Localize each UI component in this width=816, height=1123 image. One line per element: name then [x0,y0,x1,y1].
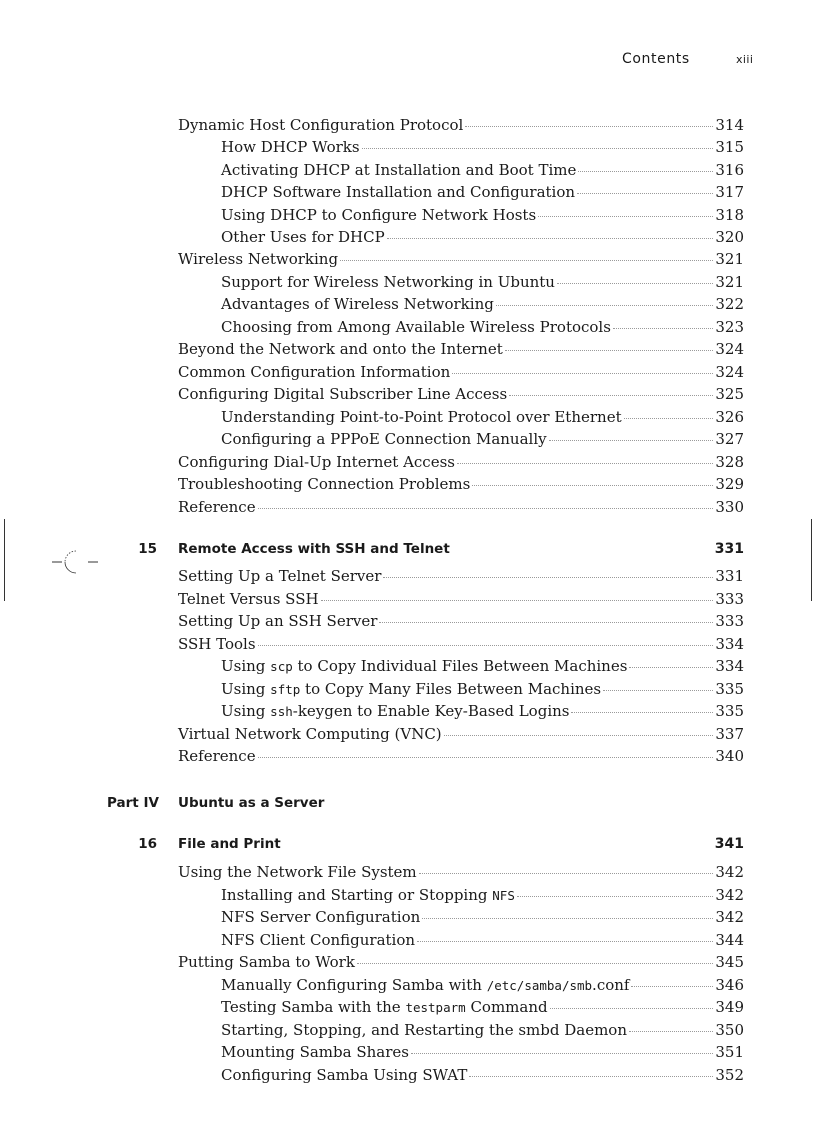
part-title[interactable]: Ubuntu as a Server [178,795,325,811]
toc-entry-page: 318 [715,206,744,224]
toc-entry-page: 325 [715,385,744,403]
toc-entry-page: 324 [715,340,744,358]
dot-leader [613,327,713,329]
dot-leader [258,756,714,758]
toc-entry-title: Mounting Samba Shares [221,1043,409,1061]
dot-leader [505,349,714,351]
toc-entry-page: 351 [715,1043,744,1061]
toc-entry-page: 321 [715,250,744,268]
toc-entry-page: 320 [715,228,744,246]
toc-entry[interactable] [178,723,744,745]
crop-mark-left [4,519,5,601]
toc-entry-page: 324 [715,363,744,381]
toc-entry-title: NFS Client Configuration [221,931,416,949]
toc-entry-title: Using ssh-keygen to Enable Key-Based Logins [221,702,570,720]
toc-entry-page: 335 [715,680,744,698]
registration-mark-icon [52,549,98,575]
toc-entry[interactable] [221,678,744,700]
toc-entry-title: Understanding Point-to-Point Protocol over Ethernet [221,408,622,426]
toc-entry[interactable] [221,1041,744,1063]
toc-entry-title: DHCP Software Installation and Configuration [221,183,576,201]
chapter-page: 331 [714,541,744,557]
toc-entry[interactable] [178,633,744,655]
toc-entry[interactable] [178,473,744,495]
dot-leader [517,895,714,897]
toc-entry-page: 317 [715,183,744,201]
toc-entry[interactable] [221,974,744,996]
toc-entry-title: Other Uses for DHCP [221,228,385,246]
toc-entry[interactable] [221,700,744,722]
toc-entry[interactable] [178,588,744,610]
toc-entry-page: 335 [715,702,744,720]
running-header-title: Contents [622,51,690,67]
dot-leader [340,259,713,261]
dot-leader [550,1007,714,1009]
toc-entry[interactable] [221,1019,744,1041]
dot-leader [631,985,713,987]
toc-entry-page: 342 [715,886,744,904]
toc-entry-title: Choosing from Among Available Wireless Protocols [221,318,611,336]
toc-entry-title: Starting, Stopping, and Restarting the smbd Daemon [221,1021,628,1039]
toc-entry-title: Using the Network File System [178,863,417,881]
dot-leader [422,917,713,919]
dot-leader [603,689,713,691]
toc-entry-title: SSH Tools [178,635,256,653]
toc-entry-page: 322 [715,295,744,313]
toc-entry-title: Wireless Networking [178,250,339,268]
toc-entry-title: Configuring Samba Using SWAT [221,1066,468,1084]
toc-entry[interactable] [221,181,744,203]
toc-entry[interactable] [221,136,744,158]
chapter-title[interactable]: File and Print [178,836,281,852]
toc-entry[interactable] [221,293,744,315]
toc-entry-title: Testing Samba with the testparm Command [221,998,548,1016]
dot-leader [387,237,714,239]
code-text: testparm [405,1000,466,1015]
toc-entry-title: Configuring Dial-Up Internet Access [178,453,455,471]
dot-leader [362,147,714,149]
toc-entry-page: 350 [715,1021,744,1039]
toc-entry-page: 344 [715,931,744,949]
toc-entry[interactable] [221,906,744,928]
dot-leader [571,711,713,713]
toc-entry-title: How DHCP Works [221,138,360,156]
dot-leader [419,872,714,874]
toc-entry-page: 329 [715,475,744,493]
toc-entry-title: Setting Up a Telnet Server [178,567,382,585]
toc-entry-page: 316 [715,161,744,179]
toc-entry-title: NFS Server Configuration [221,908,421,926]
toc-entry-page: 331 [715,567,744,585]
toc-entry-page: 321 [715,273,744,291]
toc-entry-title: Manually Configuring Samba with /etc/samba/smb.conf [221,976,630,994]
toc-entry-page: 352 [715,1066,744,1084]
toc-entry[interactable] [221,996,744,1018]
toc-entry[interactable] [178,248,744,270]
dot-leader [457,462,713,464]
toc-entry-title: Telnet Versus SSH [178,590,319,608]
toc-entry[interactable] [178,861,744,883]
toc-entry-title: Configuring Digital Subscriber Line Access [178,385,508,403]
toc-entry[interactable] [178,383,744,405]
dot-leader [578,170,713,172]
dot-leader [417,940,713,942]
dot-leader [383,576,713,578]
toc-entry[interactable] [178,496,744,518]
toc-entry[interactable] [221,271,744,293]
code-text: sftp [270,682,301,697]
toc-entry-page: 337 [715,725,744,743]
toc-entry-page: 342 [715,908,744,926]
toc-entry[interactable] [221,428,744,450]
dot-leader [496,304,714,306]
dot-leader [444,734,714,736]
toc-entry-title: Advantages of Wireless Networking [221,295,494,313]
toc-entry-page: 333 [715,612,744,630]
toc-entry-title: Reference [178,747,256,765]
toc-entry-title: Beyond the Network and onto the Internet [178,340,503,358]
toc-entry-title: Using scp to Copy Individual Files Between Machines [221,657,628,675]
code-text: scp [270,659,293,674]
code-text: ssh [270,704,293,719]
dot-leader [321,599,714,601]
toc-entry-page: 326 [715,408,744,426]
toc-entry[interactable] [178,951,744,973]
dot-leader [629,666,713,668]
toc-entry-page: 328 [715,453,744,471]
toc-entry[interactable] [178,451,744,473]
toc-entry-title: Configuring a PPPoE Connection Manually [221,430,547,448]
toc-entry-title: Dynamic Host Configuration Protocol [178,116,464,134]
toc-entry-title: Reference [178,498,256,516]
toc-entry[interactable] [221,204,744,226]
dot-leader [258,644,714,646]
toc-entry[interactable] [221,1064,744,1086]
toc-entry[interactable] [221,406,744,428]
chapter-page: 341 [714,836,744,852]
toc-entry-title: Troubleshooting Connection Problems [178,475,471,493]
dot-leader [629,1030,713,1032]
toc-entry-title: Using sftp to Copy Many Files Between Machines [221,680,602,698]
chapter-title[interactable]: Remote Access with SSH and Telnet [178,541,450,557]
toc-entry[interactable] [178,745,744,767]
toc-entry-title: Activating DHCP at Installation and Boot Time [221,161,577,179]
dot-leader [258,507,714,509]
dot-leader [452,372,713,374]
dot-leader [557,282,713,284]
toc-entry[interactable] [221,929,744,951]
toc-entry[interactable] [178,565,744,587]
toc-entry-page: 349 [715,998,744,1016]
toc-entry-page: 340 [715,747,744,765]
toc-entry-page: 346 [715,976,744,994]
toc-entry-page: 333 [715,590,744,608]
toc-entry[interactable] [221,159,744,181]
dot-leader [465,125,713,127]
toc-entry-title: Common Configuration Information [178,363,451,381]
toc-entry[interactable] [221,226,744,248]
toc-entry-title: Setting Up an SSH Server [178,612,378,630]
dot-leader [472,484,713,486]
toc-entry[interactable] [178,338,744,360]
toc-entry-page: 334 [715,635,744,653]
dot-leader [411,1052,713,1054]
toc-entry-page: 327 [715,430,744,448]
toc-entry-title: Support for Wireless Networking in Ubuntu [221,273,555,291]
part-label: Part IV [107,795,159,811]
toc-entry[interactable] [221,655,744,677]
toc-entry-page: 315 [715,138,744,156]
dot-leader [577,192,713,194]
dot-leader [509,394,713,396]
toc-entry-page: 345 [715,953,744,971]
toc-entry[interactable] [178,610,744,632]
running-header-page-number: xiii [736,53,754,66]
toc-entry[interactable] [221,884,744,906]
toc-entry-title: Putting Samba to Work [178,953,355,971]
code-text: /etc/samba/smb [486,978,593,993]
dot-leader [624,417,714,419]
code-text: NFS [492,888,515,903]
toc-entry[interactable] [178,361,744,383]
toc-entry-page: 314 [715,116,744,134]
toc-entry-title: Virtual Network Computing (VNC) [178,725,442,743]
toc-entry-page: 323 [715,318,744,336]
toc-entry[interactable] [221,316,744,338]
toc-entry[interactable] [178,114,744,136]
dot-leader [538,215,713,217]
dot-leader [469,1075,713,1077]
toc-entry-page: 330 [715,498,744,516]
toc-entry-page: 342 [715,863,744,881]
dot-leader [357,962,713,964]
dot-leader [379,621,713,623]
chapter-number: 16 [138,836,157,852]
toc-entry-title: Using DHCP to Configure Network Hosts [221,206,537,224]
chapter-number: 15 [138,541,157,557]
toc-entry-title: Installing and Starting or Stopping NFS [221,886,515,904]
toc-entry-page: 334 [715,657,744,675]
dot-leader [549,439,714,441]
crop-mark-right [811,519,812,601]
